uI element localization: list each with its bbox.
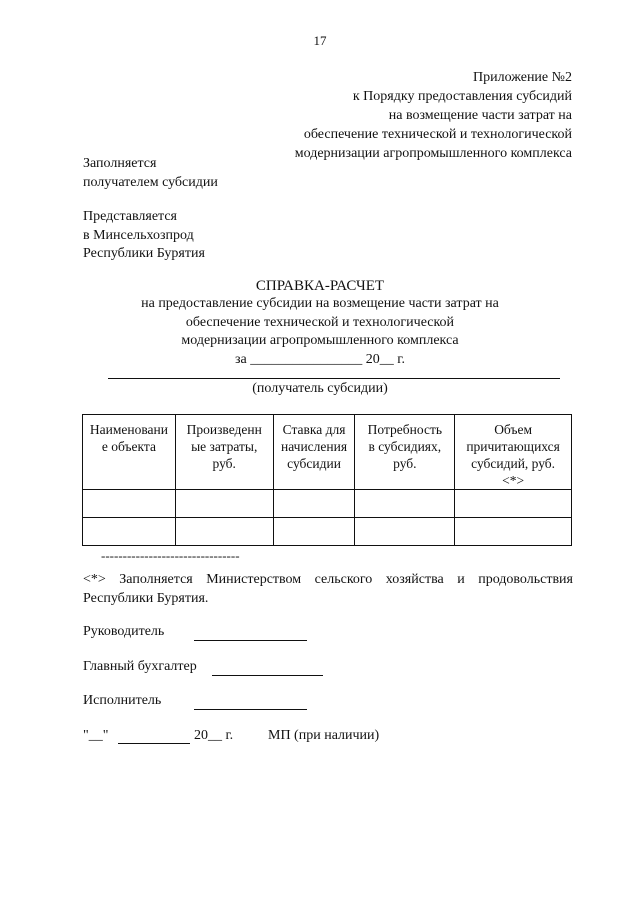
header-text: руб. bbox=[212, 456, 236, 471]
col-header-object bbox=[83, 415, 176, 490]
table-cell[interactable] bbox=[175, 518, 273, 546]
header-text: Ставка для bbox=[282, 422, 346, 437]
filled-by-note bbox=[83, 155, 218, 192]
col-header-need bbox=[355, 415, 455, 490]
table-cell[interactable] bbox=[355, 518, 455, 546]
date-month-line[interactable] bbox=[118, 743, 190, 744]
table-cell[interactable] bbox=[273, 490, 355, 518]
table-cell[interactable] bbox=[355, 490, 455, 518]
submitted-to-line: Представляется bbox=[83, 209, 177, 224]
header-text: причитающихся bbox=[466, 439, 560, 454]
table-cell[interactable] bbox=[455, 518, 572, 546]
head-label: Руководитель bbox=[83, 624, 165, 639]
header-text: субсидии bbox=[287, 456, 341, 471]
appendix-line: Приложение №2 bbox=[473, 70, 572, 85]
col-header-rate bbox=[273, 415, 355, 490]
header-text: Произведенн bbox=[186, 422, 262, 437]
subtitle-line: модернизации агропромышленного комплекса bbox=[181, 333, 459, 349]
head-signature-line[interactable] bbox=[194, 640, 307, 641]
filled-by-line: получателем субсидии bbox=[83, 174, 218, 190]
header-text: е объекта bbox=[101, 439, 156, 454]
header-text: Потребность bbox=[367, 422, 442, 437]
header-text: <*> bbox=[502, 473, 525, 488]
table-cell[interactable] bbox=[175, 490, 273, 518]
document-title: СПРАВКА-РАСЧЕТ bbox=[255, 278, 385, 294]
appendix-line: к Порядку предоставления субсидий bbox=[352, 89, 572, 104]
table-row bbox=[83, 518, 572, 546]
recipient-label: (получатель субсидии) bbox=[252, 381, 388, 396]
chief-accountant-label: Главный бухгалтер bbox=[83, 659, 197, 674]
appendix-line: модернизации агропромышленного комплекса bbox=[294, 146, 572, 161]
calculation-table bbox=[82, 414, 572, 546]
signature-date bbox=[83, 728, 108, 744]
header-text: в субсидиях, bbox=[368, 439, 442, 454]
date-year: 20__ г. bbox=[194, 728, 234, 743]
appendix-header bbox=[295, 68, 572, 163]
executor-signature-line[interactable] bbox=[194, 709, 307, 710]
signature-chief-accountant bbox=[83, 659, 197, 675]
subtitle-line: обеспечение технической и технологической bbox=[185, 314, 455, 330]
table-cell[interactable] bbox=[83, 490, 176, 518]
appendix-line: на возмещение части затрат на bbox=[388, 108, 572, 123]
header-text: начисления bbox=[280, 439, 348, 454]
table-cell[interactable] bbox=[83, 518, 176, 546]
stamp-label: МП (при наличии) bbox=[268, 728, 380, 743]
header-text: субсидий, руб. bbox=[471, 456, 556, 471]
submitted-to-line: в Минсельхозпрод bbox=[83, 227, 194, 243]
recipient-line bbox=[108, 378, 560, 379]
header-text: руб. bbox=[393, 456, 417, 471]
header-text: Объем bbox=[494, 422, 532, 437]
footnote: <*> Заполняется Министерством сельского хозяйства и продовольствия Республики Бурятия. bbox=[83, 572, 573, 606]
signature-head bbox=[83, 624, 164, 640]
executor-label: Исполнитель bbox=[83, 693, 162, 708]
document-subtitle bbox=[0, 295, 640, 369]
chief-accountant-signature-line[interactable] bbox=[212, 675, 323, 676]
table-header-row bbox=[83, 415, 572, 490]
submitted-to-note bbox=[83, 208, 205, 264]
submitted-to-line: Республики Бурятия bbox=[83, 246, 205, 261]
col-header-costs bbox=[175, 415, 273, 490]
col-header-amount bbox=[455, 415, 572, 490]
signature-executor bbox=[83, 693, 161, 709]
appendix-line: обеспечение технической и технологической bbox=[303, 127, 572, 142]
subtitle-line: на предоставление субсидии на возмещение части затрат на bbox=[141, 296, 499, 311]
table-cell[interactable] bbox=[273, 518, 355, 546]
header-text: ые затраты, bbox=[191, 439, 258, 454]
period-line: за ________________ 20__ г. bbox=[235, 351, 405, 367]
table-row bbox=[83, 490, 572, 518]
table-cell[interactable] bbox=[455, 490, 572, 518]
page-number: 17 bbox=[313, 33, 327, 48]
date-day: "__" bbox=[83, 728, 109, 743]
filled-by-line: Заполняется bbox=[83, 156, 157, 171]
footnote-separator: -------------------------------- bbox=[101, 548, 240, 563]
header-text: Наименовани bbox=[89, 422, 168, 437]
